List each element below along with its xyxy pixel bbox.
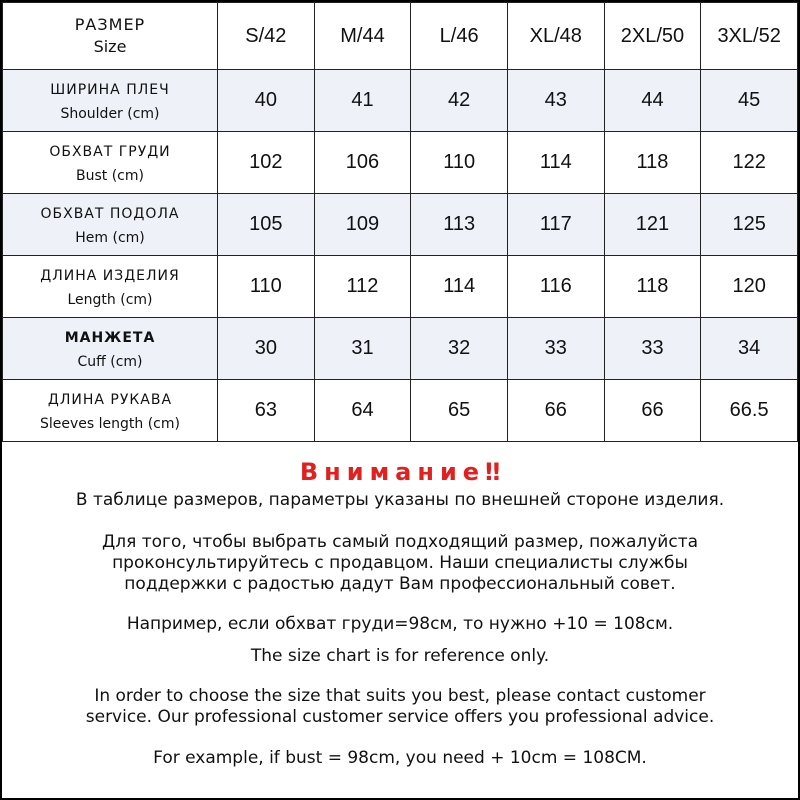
table-row (3, 380, 798, 442)
value-cell (701, 380, 798, 442)
value: 114 (539, 151, 572, 173)
value-cell (507, 318, 604, 380)
note-ru-consult-line3: поддержки с радостью дадут Вам профессиональный совет. (124, 574, 676, 594)
value-cell (314, 70, 411, 132)
value: 66.5 (729, 399, 769, 421)
param-cell (3, 194, 218, 256)
value-cell (411, 70, 508, 132)
param-cell (3, 132, 218, 194)
param-name-en: Cuff (cm) (77, 353, 143, 370)
size-chart-table (2, 2, 798, 442)
size-label: L/46 (439, 24, 479, 47)
value-cell (507, 132, 604, 194)
value-cell (604, 194, 701, 256)
size-label: 2XL/50 (620, 24, 685, 47)
value-cell (604, 70, 701, 132)
table-header-row (3, 3, 798, 70)
param-cell (3, 318, 218, 380)
value: 122 (732, 151, 766, 173)
value: 110 (443, 151, 476, 173)
size-label: S/42 (245, 24, 287, 47)
value-cell (701, 70, 798, 132)
note-ru-outer-side: В таблице размеров, параметры указаны по внешней стороне изделия. (75, 490, 725, 510)
param-name-en: Bust (cm) (76, 167, 144, 184)
table-row (3, 70, 798, 132)
value: 45 (738, 89, 761, 111)
param-name-ru: ОБХВАТ ПОДОЛА (40, 205, 180, 222)
value: 41 (351, 89, 374, 111)
attention-heading (0, 456, 800, 488)
value: 63 (254, 399, 277, 421)
param-name-en: Hem (cm) (75, 229, 145, 246)
param-name-en: Sleeves length (cm) (40, 415, 180, 432)
value-cell (314, 380, 411, 442)
value: 33 (544, 337, 567, 359)
value: 120 (732, 275, 766, 297)
value: 102 (249, 151, 283, 173)
param-name-ru: ДЛИНА РУКАВА (47, 391, 173, 408)
value-cell (314, 194, 411, 256)
param-name-ru: ОБХВАТ ГРУДИ (49, 143, 171, 160)
value-cell (218, 380, 315, 442)
value-cell (411, 194, 508, 256)
size-header-cell (314, 3, 411, 70)
param-name-en: Shoulder (cm) (60, 105, 160, 122)
note-en-contact-line1: In order to choose the size that suits you best, please contact customer (94, 686, 706, 706)
value: 118 (636, 275, 669, 297)
size-label: 3XL/52 (717, 24, 781, 47)
value: 44 (641, 89, 664, 111)
value-cell (218, 194, 315, 256)
param-name-en: Length (cm) (67, 291, 153, 308)
value: 112 (346, 275, 379, 297)
value: 66 (544, 399, 567, 421)
header-label-en: Size (93, 37, 127, 56)
value: 34 (738, 337, 761, 359)
value-cell (314, 132, 411, 194)
value: 32 (448, 337, 471, 359)
note-en-reference: The size chart is for reference only. (250, 646, 550, 666)
attention-text: Внимание (299, 458, 486, 486)
note-en-contact-line2: service. Our professional customer service offers you professional advice. (85, 707, 715, 727)
value-cell (604, 132, 701, 194)
value: 33 (641, 337, 664, 359)
value-cell (411, 380, 508, 442)
value: 31 (351, 337, 374, 359)
value-cell (314, 256, 411, 318)
value-cell (604, 380, 701, 442)
table-row (3, 194, 798, 256)
table-row (3, 256, 798, 318)
value-cell (218, 256, 315, 318)
value: 114 (443, 275, 476, 297)
value-cell (411, 318, 508, 380)
value: 109 (345, 213, 380, 235)
value: 118 (636, 151, 669, 173)
value: 64 (351, 399, 374, 421)
header-label-cell (3, 3, 218, 70)
size-header-cell (604, 3, 701, 70)
value-cell (218, 132, 315, 194)
size-header-cell (701, 3, 798, 70)
value-cell (507, 256, 604, 318)
param-cell (3, 256, 218, 318)
note-ru-example: Например, если обхват груди=98см, то нужно +10 = 108см. (126, 614, 674, 634)
param-cell (3, 380, 218, 442)
header-label-ru: РАЗМЕР (74, 15, 146, 34)
value-cell (507, 380, 604, 442)
value-cell (411, 132, 508, 194)
param-name-ru: МАНЖЕТА (64, 329, 156, 346)
table-row (3, 318, 798, 380)
value: 121 (635, 213, 670, 235)
value-cell (314, 318, 411, 380)
value-cell (701, 256, 798, 318)
value: 30 (254, 337, 277, 359)
value: 43 (544, 89, 567, 111)
value-cell (411, 256, 508, 318)
value: 40 (254, 89, 277, 111)
size-header-cell (507, 3, 604, 70)
size-header-cell (218, 3, 315, 70)
value-cell (604, 256, 701, 318)
value: 113 (443, 213, 476, 235)
double-exclamation-icon: ‼ (485, 458, 501, 486)
note-ru-consult-line1: Для того, чтобы выбрать самый подходящий размер, пожалуйста (101, 532, 699, 552)
table-row (3, 132, 798, 194)
param-name-ru: ШИРИНА ПЛЕЧ (50, 81, 170, 98)
value: 42 (448, 89, 471, 111)
value-cell (701, 132, 798, 194)
value-cell (218, 318, 315, 380)
value: 110 (249, 275, 282, 297)
size-header-cell (411, 3, 508, 70)
size-label: XL/48 (529, 24, 582, 47)
value: 106 (345, 151, 380, 173)
value-cell (701, 194, 798, 256)
value-cell (507, 70, 604, 132)
note-en-example: For example, if bust = 98cm, you need + 10cm = 108CM. (153, 748, 647, 768)
value: 66 (641, 399, 664, 421)
value-cell (701, 318, 798, 380)
value-cell (218, 70, 315, 132)
note-ru-consult-line2: проконсультируйтесь с продавцом. Наши специалисты службы (112, 553, 688, 573)
size-label: M/44 (340, 24, 385, 47)
notes-section (0, 456, 800, 769)
value: 105 (249, 213, 283, 235)
param-name-ru: ДЛИНА ИЗДЕЛИЯ (40, 267, 180, 284)
value-cell (604, 318, 701, 380)
param-cell (3, 70, 218, 132)
value: 65 (448, 399, 471, 421)
value: 116 (539, 275, 572, 297)
value-cell (507, 194, 604, 256)
value: 117 (539, 213, 572, 235)
value: 125 (732, 213, 766, 235)
